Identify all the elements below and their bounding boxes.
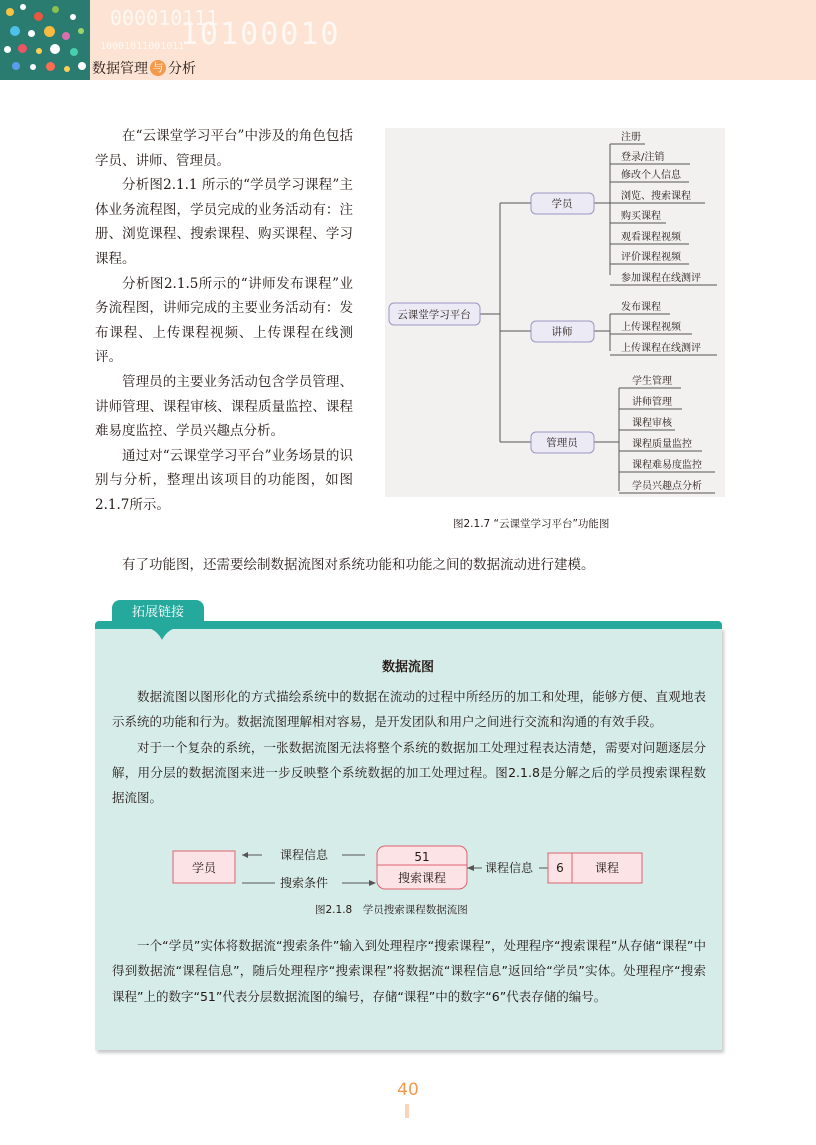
figure-caption: 图2.1.8 学员搜索课程数据流图 (315, 904, 468, 916)
connector-badge: 与 (150, 60, 166, 76)
paragraph: 管理员的主要业务活动包含学员管理、讲师管理、课程审核、课程质量监控、课程难易度监控、学员兴趣点分析。 (95, 373, 353, 440)
leaf-node: 浏览、搜索课程 (621, 191, 691, 202)
leaf-node: 评价课程视频 (621, 252, 681, 263)
paragraph: 通过对“云课堂学习平台”业务场景的识别与分析，整理出该项目的功能图，如图2.1.7所示。 (95, 447, 353, 513)
leaf-node: 课程质量监控 (632, 439, 692, 450)
leaf-node: 学员兴趣点分析 (632, 481, 702, 492)
page-header: 000010111 10001011001011 10100010 数据管理 与 分析 (0, 0, 816, 80)
extension-tab: 拓展链接 (112, 600, 204, 625)
flow-label-search-condition: 搜索条件 (280, 876, 329, 890)
extension-text (112, 684, 706, 810)
root-node: 云课堂学习平台 (397, 309, 471, 321)
branch-node: 学员 (551, 198, 573, 210)
extension-title: 数据流图 (381, 660, 434, 675)
paragraph: 数据流图以图形化的方式描绘系统中的数据在流动的过程中所经历的加工和处理，能够方便、直观地表示系统的功能和行为。数据流图理解相对容易，是开发团队和用户之间进行交流和沟通的有效手段。 (112, 689, 706, 730)
extension-text (112, 933, 706, 1009)
data-flow-diagram (170, 845, 650, 891)
leaf-node: 登录/注销 (621, 152, 665, 163)
leaf-node: 学生管理 (632, 376, 672, 387)
header-decoration (0, 0, 90, 80)
leaf-node: 课程难易度监控 (632, 460, 702, 471)
store-number: 6 (556, 861, 564, 875)
process-number: 51 (414, 850, 430, 864)
process-search-course: 搜索课程 (397, 871, 447, 885)
flow-label-store: 课程信息 (485, 861, 534, 875)
leaf-node: 上传课程在线测评 (621, 343, 701, 354)
intro-text (95, 124, 353, 518)
paragraph: 分析图2.1.1 所示的“学员学习课程”主体业务流程图，学员完成的业务活动有：注册、浏览课程、搜索课程、购买课程、学习课程。 (95, 177, 353, 267)
entity-student: 学员 (191, 861, 217, 875)
figure-caption: 图2.1.7 “云课堂学习平台”功能图 (453, 518, 610, 530)
page-number: 40 (397, 1080, 419, 1100)
branch-node: 管理员 (546, 437, 578, 449)
leaf-node: 发布课程 (621, 302, 661, 313)
chapter-title: 数据管理 与 分析 (92, 61, 196, 77)
transition-sentence: 有了功能图，还需要绘制数据流图对系统功能和功能之间的数据流动进行建模。 (122, 557, 595, 573)
leaf-node: 课程审核 (632, 418, 672, 429)
page-marker (405, 1104, 409, 1118)
store-course: 课程 (594, 861, 620, 875)
paragraph: 在“云课堂学习平台”中涉及的角色包括学员、讲师、管理员。 (95, 128, 353, 169)
paragraph: 一个“学员”实体将数据流“搜索条件”输入到处理程序“搜索课程”，处理程序“搜索课程”从存储“课程”中得到数据流“课程信息”，随后处理程序“搜索课程”将数据流“课程信息”返回给“学员”实体。处理程序“搜索课程”上的数字“51”代表分层数据流图的编号，存储“课程”中的数字“6”代表存储的编号。 (112, 938, 706, 1004)
flow-label-course-info: 课程信息 (280, 848, 329, 862)
leaf-node: 参加课程在线测评 (621, 273, 701, 284)
leaf-node: 修改个人信息 (621, 170, 681, 181)
paragraph: 分析图2.1.5所示的“讲师发布课程”业务流程图，讲师完成的主要业务活动有：发布课程、上传课程视频、上传课程在线测评。 (95, 275, 353, 366)
leaf-node: 注册 (621, 132, 641, 143)
leaf-node: 购买课程 (621, 211, 661, 222)
tab-notch (142, 626, 182, 640)
leaf-node: 观看课程视频 (621, 232, 681, 243)
leaf-node: 讲师管理 (632, 397, 672, 408)
function-diagram (385, 128, 725, 497)
paragraph: 对于一个复杂的系统，一张数据流图无法将整个系统的数据加工处理过程表达清楚，需要对问题逐层分解，用分层的数据流图来进一步反映整个系统数据的加工处理过程。图2.1.8是分解之后的学员搜索课程数据流图。 (112, 739, 706, 806)
branch-node: 讲师 (551, 326, 573, 338)
leaf-node: 上传课程视频 (621, 322, 681, 333)
